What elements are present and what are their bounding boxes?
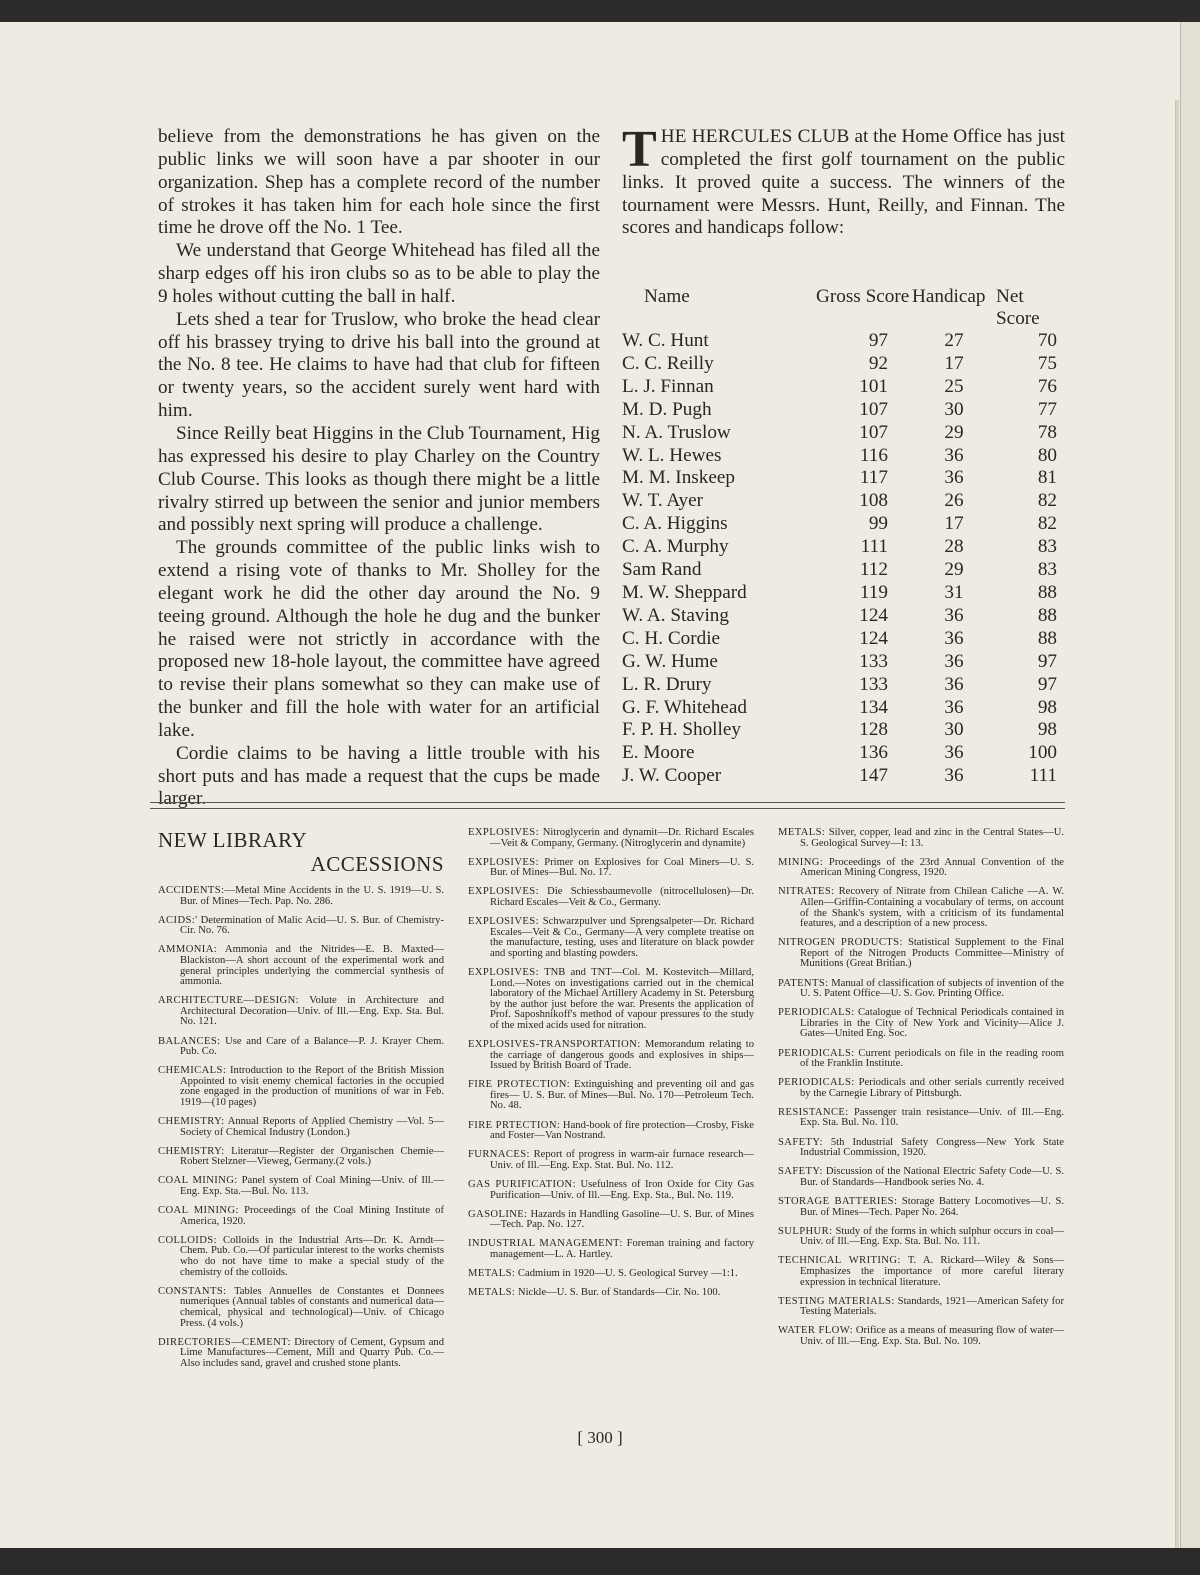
player-name: W. L. Hewes — [622, 444, 722, 466]
handicap: 17 — [944, 352, 964, 374]
accession-subject: PERIODICALS: — [778, 1077, 855, 1089]
accession-subject: PERIODICALS: — [778, 1007, 855, 1019]
accession-text: 5th Industrial Safety Congress—New York State Industrial Commission, 1920. — [800, 1136, 1064, 1159]
handicap: 36 — [944, 742, 964, 764]
header-gross-score: Gross Score — [816, 286, 910, 307]
scores-table — [622, 286, 1067, 788]
net-score: 80 — [1037, 444, 1057, 466]
accession-subject: METALS: — [468, 1287, 516, 1299]
player-name: J. W. Cooper — [622, 765, 722, 787]
net-score: 81 — [1037, 467, 1057, 489]
accession-entry — [778, 1138, 1064, 1159]
player-name: C. A. Murphy — [622, 536, 729, 558]
player-name: M. D. Pugh — [622, 398, 712, 420]
net-score: 76 — [1037, 375, 1057, 397]
accession-text: Nitroglycerin and dynamit—Dr. Richard Escales—Veit & Company, Germany. (Nitroglycerin and dynamite) — [490, 827, 754, 849]
accession-subject: WATER FLOW: — [778, 1325, 854, 1337]
net-score: 100 — [1028, 742, 1057, 764]
net-score: 82 — [1037, 490, 1057, 512]
accession-subject: BALANCES: — [158, 1035, 221, 1047]
accession-text: Hazards in Handling Gasoline—U. S. Bur. of Mines—Tech. Pap. No. 127. — [490, 1208, 754, 1231]
accession-text: Proceedings of the 23rd Annual Convention of the American Mining Congress, 1920. — [800, 856, 1064, 879]
accession-text: Colloids in the Industrial Arts—Dr. K. Arndt—Chem. Pub. Co.—Of particular interest to the works chemists who do not have time to make a special study of the chemistry of the colloids. — [180, 1234, 444, 1278]
net-score: 82 — [1037, 513, 1057, 535]
gross-score: 134 — [859, 696, 888, 718]
player-name: C. C. Reilly — [622, 352, 714, 374]
accession-text: Hand-book of fire protection—Crosby, Fiske and Foster—Van Nostrand. — [490, 1119, 754, 1142]
table-row — [622, 765, 1067, 788]
intro-body: at the Home Office has just completed the first golf tournament on the public links. It proved quite a success. The winners of the tournament were Messrs. Hunt, Reilly, and Finnan. The scores and handicaps follow: — [622, 126, 1066, 239]
accession-subject: TESTING MATERIALS: — [778, 1295, 895, 1307]
library-title-line2: ACCESSIONS — [310, 852, 444, 876]
accession-text: Primer on Explosives for Coal Miners—U. S. Bur. of Mines—Bul. No. 17. — [490, 856, 754, 879]
accession-entry — [778, 858, 1064, 879]
player-name: M. M. Inskeep — [622, 467, 735, 489]
accession-text: Nickle—U. S. Bur. of Standards—Cir. No. 100. — [515, 1287, 721, 1299]
accession-subject: COLLOIDS: — [158, 1234, 217, 1246]
player-name: G. F. Whitehead — [622, 696, 747, 718]
accession-text: Cadmium in 1920—U. S. Geological Survey —1:1. — [515, 1268, 738, 1279]
accession-entry — [158, 886, 444, 907]
table-row — [622, 330, 1067, 353]
accession-entry — [468, 1040, 754, 1072]
accession-text: Manual of classification of subjects of invention of the U. S. Patent Office—U. S. Gov. Printing Office. — [800, 977, 1064, 1000]
accession-text: Introduction to the Report of the British Mission Appointed to visit enemy chemical factories in the occupied zone engaged in the production of munitions of war in Feb. 1919—(10 pages) — [180, 1065, 444, 1108]
accessions-column-2 — [468, 828, 754, 1307]
accession-text: Recovery of Nitrate from Chilean Caliche —A. W. Allen—Griffin-Containing a vocabulary of terms, on account of the Shank's system, with a criticism of its fundamental features, and a description of a new process. — [800, 886, 1064, 930]
accession-text: Memorandum relating to the carriage of dangerous goods and explosives in ships—Issued by British Board of Trade. — [490, 1039, 754, 1072]
accession-entry — [158, 945, 444, 987]
accession-text: Usefulness of Iron Oxide for City Gas Purification—Univ. of Ill.—Eng. Exp. Sta., Bul. No. 119. — [490, 1178, 755, 1201]
accession-subject: EXPLOSIVES-TRANSPORTATION: — [468, 1039, 641, 1050]
paragraph: We understand that George Whitehead has filed all the sharp edges off his iron clubs so as to be able to play the 9 holes without cutting the ball in half. — [158, 240, 600, 307]
accession-subject: RESISTANCE: — [778, 1106, 849, 1118]
library-title — [158, 828, 444, 876]
player-name: L. J. Finnan — [622, 375, 714, 397]
accession-subject: EXPLOSIVES: — [468, 856, 539, 868]
accession-entry — [158, 1117, 444, 1138]
paragraph: Lets shed a tear for Truslow, who broke the head clear off his brassey trying to drive his ball into the ground at the No. 8 tee. He claims to have had that club for fifteen or twenty years, so the accident surely went hard with him. — [158, 308, 600, 422]
accession-text: Report of progress in warm-air furnace research—Univ. of Ill.—Eng. Exp. Stat. Bul. No. 112. — [490, 1149, 754, 1171]
accession-entry — [468, 1288, 754, 1299]
accession-entry — [778, 1297, 1064, 1318]
accession-subject: INDUSTRIAL MANAGEMENT: — [468, 1238, 623, 1250]
accession-subject: COAL MINING: — [158, 1205, 239, 1217]
table-row — [622, 719, 1067, 742]
accession-subject: FURNACES: — [468, 1149, 530, 1161]
handicap: 36 — [944, 627, 964, 649]
golf-notes-column — [158, 126, 600, 811]
table-row — [622, 376, 1067, 399]
accession-subject: SAFETY: — [778, 1136, 823, 1148]
accession-entry — [778, 1326, 1064, 1347]
accession-entry — [778, 1227, 1064, 1248]
net-score: 97 — [1037, 673, 1057, 695]
accession-entry — [468, 1121, 754, 1142]
accession-subject: METALS: — [468, 1268, 516, 1279]
net-score: 77 — [1037, 398, 1057, 420]
accession-subject: METALS: — [778, 827, 826, 838]
player-name: C. H. Cordie — [622, 627, 721, 649]
handicap: 29 — [944, 559, 964, 581]
hercules-intro — [622, 121, 1066, 240]
accession-text: Ammonia and the Nitrides—E. B. Maxted—Blackiston—A short account of the experimental work and general principles underlying the commercial synthesis of ammonia. — [180, 944, 444, 988]
accession-subject: STORAGE BATTERIES: — [778, 1195, 898, 1207]
accession-text: Annual Reports of Applied Chemistry —Vol. 5—Society of Chemical Industry (London.) — [180, 1116, 444, 1138]
accession-subject: FIRE PRTECTION: — [468, 1119, 561, 1131]
accession-entry — [468, 1180, 754, 1201]
player-name: L. R. Drury — [622, 673, 712, 695]
accession-text: T. A. Rickard—Wiley & Sons—Emphasizes the importance of more careful literary expression in technical literature. — [800, 1255, 1064, 1288]
net-score: 75 — [1037, 352, 1057, 374]
accession-text: Catalogue of Technical Periodicals contained in Libraries in the City of New York and Vicinity—Alice J. Gates—United Eng. Soc. — [800, 1007, 1064, 1040]
gross-score: 107 — [859, 398, 888, 420]
handicap: 29 — [944, 421, 964, 443]
accession-text: Die Schiessbaumevolle (nitrocellulosen)—Dr. Richard Escales—Veit & Co., Germany. — [490, 886, 754, 908]
table-row — [622, 628, 1067, 651]
accession-entry — [778, 1256, 1064, 1288]
accession-subject: ACIDS: — [158, 914, 196, 926]
table-row — [622, 467, 1067, 490]
accession-text: Standards, 1921—American Safety for Testing Materials. — [800, 1295, 1064, 1318]
lead-in: HE HERCULES CLUB — [660, 126, 850, 147]
accession-subject: TECHNICAL WRITING: — [778, 1255, 901, 1267]
accession-subject: DIRECTORIES—CEMENT: — [158, 1336, 291, 1348]
accession-text: Extinguishing and preventing oil and gas fires— U. S. Bur. of Mines—Bul. No. 170—Petroleum Tech. No. 48. — [490, 1079, 754, 1112]
accession-subject: CHEMISTRY: — [158, 1116, 225, 1128]
net-score: 98 — [1037, 696, 1057, 718]
net-score: 78 — [1037, 421, 1057, 443]
handicap: 36 — [944, 467, 964, 489]
gross-score: 107 — [859, 421, 888, 443]
player-name: G. W. Hume — [622, 650, 718, 672]
gross-score: 92 — [868, 352, 888, 374]
accession-subject: ARCHITECTURE—DESIGN: — [158, 995, 300, 1007]
net-score: 83 — [1037, 559, 1057, 581]
accession-text: Directory of Cement, Gypsum and Lime Manufactures—Cement, Mill and Quarry Pub. Co.—Also includes sand, gravel and crushed stone plants. — [180, 1336, 444, 1369]
accessions-column-1 — [158, 828, 444, 1378]
gross-score: 147 — [859, 765, 888, 787]
page-number: [ 300 ] — [577, 1428, 623, 1447]
accession-subject: EXPLOSIVES: — [468, 827, 539, 838]
accession-entry — [778, 979, 1064, 1000]
handicap: 36 — [944, 604, 964, 626]
gross-score: 119 — [859, 581, 888, 603]
accession-entry — [468, 1269, 754, 1280]
accession-text: Statistical Supplement to the Final Report of the Nitrogen Products Committee—Ministry of Munitions (Great Britian.) — [800, 937, 1064, 970]
accession-subject: CHEMICALS: — [158, 1065, 227, 1077]
header-net-score: Net Score — [996, 286, 1040, 329]
accession-entry — [158, 1338, 444, 1370]
handicap: 25 — [944, 375, 964, 397]
accession-entry — [158, 1206, 444, 1227]
accession-text: Orifice as a means of measuring flow of water—Univ. of Ill.—Eng. Exp. Sta. Bul. No. 109. — [800, 1325, 1064, 1347]
accession-text: Current periodicals on file in the reading room of the Franklin Institute. — [800, 1047, 1064, 1070]
paragraph: believe from the demonstrations he has given on the public links we will soon have a par shooter in our organization. Shep has a complete record of the number of strokes it has taken him for each hole since the first time he drove off the No. 1 Tee. — [158, 126, 600, 239]
scan-border-bottom — [0, 1548, 1200, 1575]
header-handicap: Handicap — [912, 286, 986, 307]
player-name: F. P. H. Sholley — [622, 719, 741, 741]
handicap: 26 — [944, 490, 964, 512]
table-row — [622, 582, 1067, 605]
hercules-club-article — [622, 121, 1066, 240]
accession-subject: PERIODICALS: — [778, 1047, 855, 1059]
gross-score: 117 — [859, 467, 888, 489]
scores-header-row — [622, 286, 1067, 330]
table-row — [622, 605, 1067, 628]
gross-score: 99 — [868, 513, 888, 535]
accession-entry — [778, 1049, 1064, 1070]
gross-score: 133 — [859, 673, 888, 695]
gross-score: 108 — [859, 490, 888, 512]
player-name: C. A. Higgins — [622, 513, 728, 535]
accession-entry — [778, 1008, 1064, 1040]
table-row — [622, 651, 1067, 674]
accession-subject: GAS PURIFICATION: — [468, 1178, 576, 1190]
accession-subject: COAL MINING: — [158, 1175, 238, 1187]
handicap: 30 — [944, 719, 964, 741]
accession-entry — [158, 996, 444, 1028]
table-row — [622, 353, 1067, 376]
accession-text: Volute in Architecture and Architectural Decoration—Univ. of Ill.—Eng. Exp. Sta. Bul. No. 121. — [180, 995, 444, 1028]
accession-entry — [778, 1167, 1064, 1188]
accession-entry — [778, 1197, 1064, 1218]
accession-entry — [158, 1147, 444, 1168]
handicap: 36 — [944, 444, 964, 466]
accession-entry — [158, 1287, 444, 1329]
scan-border-top — [0, 0, 1200, 22]
net-score: 70 — [1037, 330, 1057, 351]
handicap: 36 — [944, 696, 964, 718]
player-name: Sam Rand — [622, 559, 702, 581]
accession-entry — [158, 916, 444, 937]
handicap: 36 — [944, 673, 964, 695]
accession-subject: ACCIDENTS: — [158, 885, 225, 896]
accession-subject: AMMONIA: — [158, 944, 218, 956]
accession-text: Proceedings of the Coal Mining Institute of America, 1920. — [180, 1205, 444, 1227]
table-row — [622, 445, 1067, 468]
accession-text: Foreman training and factory management—L. A. Hartley. — [490, 1238, 754, 1260]
gross-score: 124 — [859, 604, 888, 626]
net-score: 88 — [1037, 627, 1057, 649]
page-fold — [1175, 100, 1179, 1548]
accession-entry — [468, 828, 754, 849]
accession-text: Silver, copper, lead and zinc in the Central States—U. S. Geological Survey—I: 13. — [800, 827, 1064, 849]
accession-subject: CHEMISTRY: — [158, 1145, 225, 1157]
handicap: 31 — [944, 581, 964, 603]
accession-entry — [778, 887, 1064, 929]
handicap: 30 — [944, 398, 964, 420]
gross-score: 101 — [859, 375, 888, 397]
handicap: 27 — [944, 330, 964, 351]
accession-subject: CONSTANTS: — [158, 1285, 227, 1297]
table-row — [622, 697, 1067, 720]
drop-cap: T — [622, 121, 657, 178]
next-page-edge — [1180, 22, 1200, 1548]
table-row — [622, 422, 1067, 445]
accession-subject: EXPLOSIVES: — [468, 886, 539, 898]
table-row — [622, 742, 1067, 765]
accessions-column-3 — [778, 828, 1064, 1356]
net-score: 98 — [1037, 719, 1057, 741]
accession-subject: NITRATES: — [778, 886, 835, 898]
gross-score: 111 — [860, 536, 888, 558]
accession-subject: SULPHUR: — [778, 1225, 833, 1237]
accession-text: Use and Care of a Balance—P. J. Krayer Chem. Pub. Co. — [180, 1035, 444, 1058]
player-name: W. C. Hunt — [622, 330, 709, 351]
gross-score: 128 — [859, 719, 888, 741]
player-name: E. Moore — [622, 742, 695, 764]
paragraph: The grounds committee of the public links wish to extend a rising vote of thanks to Mr. Sholley for the elegant work he did the other day around the No. 9 teeing ground. Although the hole he dug and the bunker he raised were not strictly in accordance with the proposed new 18-hole layout, the committee have agreed to revise their plans somewhat so they can make use of the bunker and fill the hole with water for an artificial lake. — [158, 537, 600, 741]
net-score: 88 — [1037, 581, 1057, 603]
handicap: 28 — [944, 536, 964, 558]
accession-subject: GASOLINE: — [468, 1208, 528, 1220]
paragraph: Since Reilly beat Higgins in the Club Tournament, Hig has expressed his desire to play Charley on the Country Club Course. This looks as though there might be a little rivalry stirred up between the senior and junior members and possibly next spring will produce a challenge. — [158, 422, 600, 536]
player-name: W. T. Ayer — [622, 490, 704, 512]
net-score: 83 — [1037, 536, 1057, 558]
accession-entry — [468, 1239, 754, 1260]
accession-entry — [468, 858, 754, 879]
handicap: 36 — [944, 765, 964, 787]
accession-entry — [158, 1176, 444, 1197]
player-name: M. W. Sheppard — [622, 581, 747, 603]
accession-text: Storage Battery Locomotives—U. S. Bur. of Mines—Tech. Paper No. 264. — [800, 1195, 1064, 1218]
accession-subject: EXPLOSIVES: — [468, 916, 539, 928]
accession-entry — [158, 1236, 444, 1278]
accession-entry — [778, 1078, 1064, 1099]
accession-entry — [468, 917, 754, 959]
accession-entry — [778, 828, 1064, 849]
accession-text: Schwarzpulver und Sprengsalpeter—Dr. Richard Escales—Veit & Co., Germany—A very complete treatise on the manufacture, testing, uses and literature on black powder and sporting and blasting powders. — [490, 916, 754, 959]
paragraph: Cordie claims to be having a little trouble with his short puts and has made a request that the cups be made larger. — [158, 742, 600, 810]
accession-subject: NITROGEN PRODUCTS: — [778, 937, 903, 949]
table-row — [622, 536, 1067, 559]
accession-subject: PATENTS: — [778, 977, 829, 989]
accession-entry — [158, 1066, 444, 1108]
accession-entry — [468, 1150, 754, 1171]
player-name: W. A. Staving — [622, 604, 729, 626]
handicap: 17 — [944, 513, 964, 535]
accession-entry — [778, 938, 1064, 970]
gross-score: 124 — [859, 627, 888, 649]
accession-entry — [158, 1037, 444, 1058]
accession-subject: EXPLOSIVES: — [468, 966, 539, 978]
table-row — [622, 490, 1067, 513]
accession-subject: MINING: — [778, 856, 824, 868]
gross-score: 133 — [859, 650, 888, 672]
gross-score: 112 — [859, 559, 888, 581]
player-name: N. A. Truslow — [622, 421, 731, 443]
gross-score: 97 — [868, 330, 888, 351]
accession-text: Panel system of Coal Mining—Univ. of Ill.—Eng. Exp. Sta.—Bul. No. 113. — [180, 1175, 444, 1198]
accession-text: TNB and TNT—Col. M. Kostevitch—Millard, Lond.—Notes on investigations carried out in the chemical laboratory of the Michael Artillery Academy in St. Petersburg by the author just before the war. Presents the application of Prof. Saposhnikoff's method of vapour pressures to the study of the mixed acids used for nitration. — [490, 966, 754, 1031]
header-name: Name — [644, 286, 690, 307]
accession-text: Periodicals and other serials currently received by the Carnegie Library of Pittsburgh. — [800, 1077, 1064, 1099]
accession-entry — [468, 1080, 754, 1112]
accession-text: —Metal Mine Accidents in the U. S. 1919—U. S. Bur. of Mines—Tech. Pap. No. 286. — [180, 885, 444, 907]
accession-text: Passenger train resistance—Univ. of Ill.—Eng. Exp. Sta. Bul. No. 110. — [800, 1106, 1064, 1129]
gross-score: 116 — [859, 444, 888, 466]
accession-text: Discussion of the National Electric Safety Code—U. S. Bur. of Standards—Handbook series No. 4. — [800, 1166, 1064, 1188]
accession-text: Literatur—Register der Organischen Chemie—Robert Stelzner—Vieweg, Germany.(2 vols.) — [180, 1145, 444, 1168]
table-row — [622, 674, 1067, 697]
accession-entry — [778, 1108, 1064, 1129]
accession-text: Tables Annuelles de Constantes et Donnees numeriques (Annual tables of constants and numerical data—chemical, physical and technological)—Univ. of Chicago Press. (4 vols.) — [180, 1285, 444, 1329]
net-score: 97 — [1037, 650, 1057, 672]
gross-score: 136 — [859, 742, 888, 764]
accession-entry — [468, 1210, 754, 1231]
table-row — [622, 559, 1067, 582]
table-row — [622, 513, 1067, 536]
accession-text: ' Determination of Malic Acid—U. S. Bur. of Chemistry-Cir. No. 76. — [180, 914, 444, 937]
accession-text: Study of the forms in which sulphur occurs in coal—Univ. of Ill.—Eng. Exp. Sta. Bul. No. 111. — [800, 1225, 1064, 1248]
net-score: 111 — [1029, 765, 1057, 787]
accession-entry — [468, 968, 754, 1032]
accession-subject: FIRE PROTECTION: — [468, 1079, 571, 1091]
section-divider — [150, 802, 1065, 809]
accession-subject: SAFETY: — [778, 1166, 823, 1178]
net-score: 88 — [1037, 604, 1057, 626]
table-row — [622, 399, 1067, 422]
handicap: 36 — [944, 650, 964, 672]
accession-entry — [468, 887, 754, 908]
library-title-line1: NEW LIBRARY — [158, 828, 308, 852]
